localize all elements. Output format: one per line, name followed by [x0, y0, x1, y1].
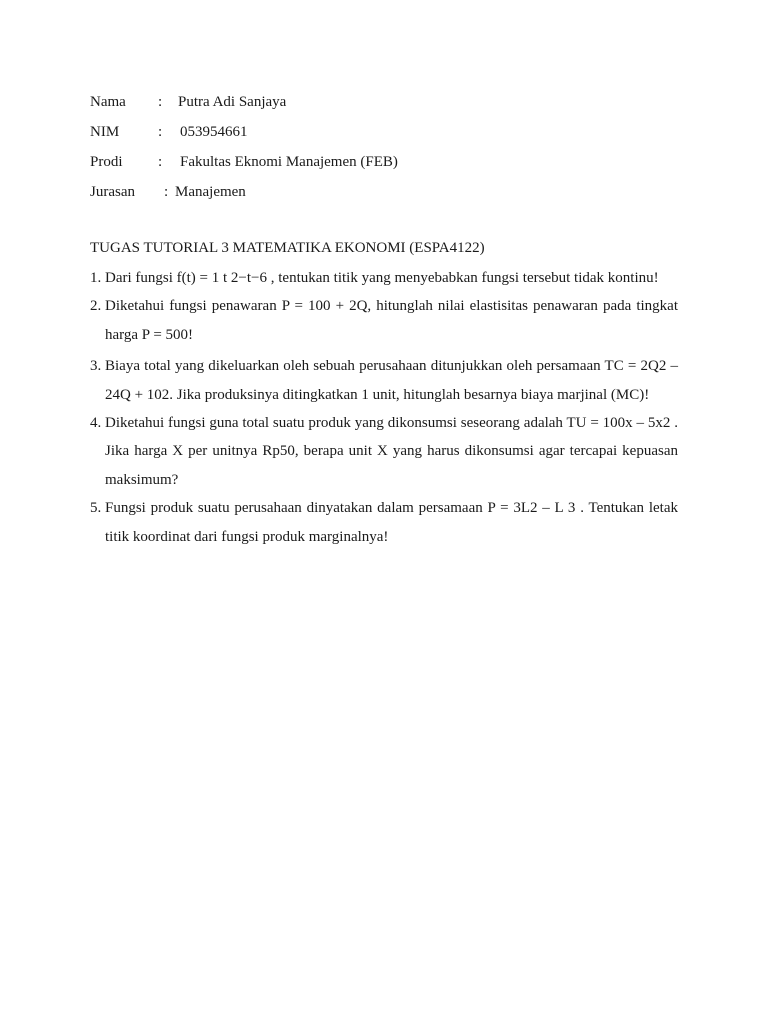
nama-label: Nama — [90, 94, 126, 110]
question-4-line-3: maksimum? — [105, 472, 179, 488]
prodi-label: Prodi — [90, 154, 123, 170]
question-3-line-1: Biaya total yang dikeluarkan oleh sebuah perusahaan ditunjukkan oleh persamaan TC = 2Q2 – — [105, 358, 678, 374]
question-4-line-1: Diketahui fungsi guna total suatu produk yang dikonsumsi seseorang adalah TU = 100x – 5x2 . — [105, 415, 678, 431]
question-2-number: 2. — [90, 298, 102, 314]
question-5-line-1: Fungsi produk suatu perusahaan dinyatakan dalam persamaan P = 3L2 – L 3 . Tentukan letak — [105, 500, 678, 516]
question-2-line-2: harga P = 500! — [105, 327, 194, 343]
jurusan-value: Manajemen — [175, 184, 246, 200]
prodi-colon: : — [158, 154, 163, 170]
assignment-title: TUGAS TUTORIAL 3 MATEMATIKA EKONOMI (ESPA4122) — [90, 240, 485, 256]
question-3-line-2: 24Q + 102. Jika produksinya ditingkatkan 1 unit, hitunglah besarnya biaya marjinal (MC)! — [105, 387, 650, 403]
nim-value: 053954661 — [180, 124, 248, 140]
nim-colon: : — [158, 124, 163, 140]
question-4-number: 4. — [90, 415, 102, 431]
jurusan-label: Jurasan — [90, 184, 135, 200]
question-5-number: 5. — [90, 500, 102, 516]
question-3-number: 3. — [90, 358, 102, 374]
question-5-line-2: titik koordinat dari fungsi produk marginalnya! — [105, 529, 389, 545]
question-1-number: 1. — [90, 270, 102, 286]
nama-value: Putra Adi Sanjaya — [178, 94, 287, 110]
jurusan-colon: : — [164, 184, 169, 200]
question-4-line-2: Jika harga X per unitnya Rp50, berapa unit X yang harus dikonsumsi agar tercapai kepuasan — [105, 443, 678, 459]
prodi-value: Fakultas Eknomi Manajemen (FEB) — [180, 154, 398, 170]
nim-label: NIM — [90, 124, 120, 140]
question-2-line-1: Diketahui fungsi penawaran P = 100 + 2Q, hitunglah nilai elastisitas penawaran pada tingkat — [105, 298, 678, 314]
question-1-line-1: Dari fungsi f(t) = 1 t 2−t−6 , tentukan titik yang menyebabkan fungsi tersebut tidak kontinu! — [105, 270, 659, 286]
nama-colon: : — [158, 94, 163, 110]
